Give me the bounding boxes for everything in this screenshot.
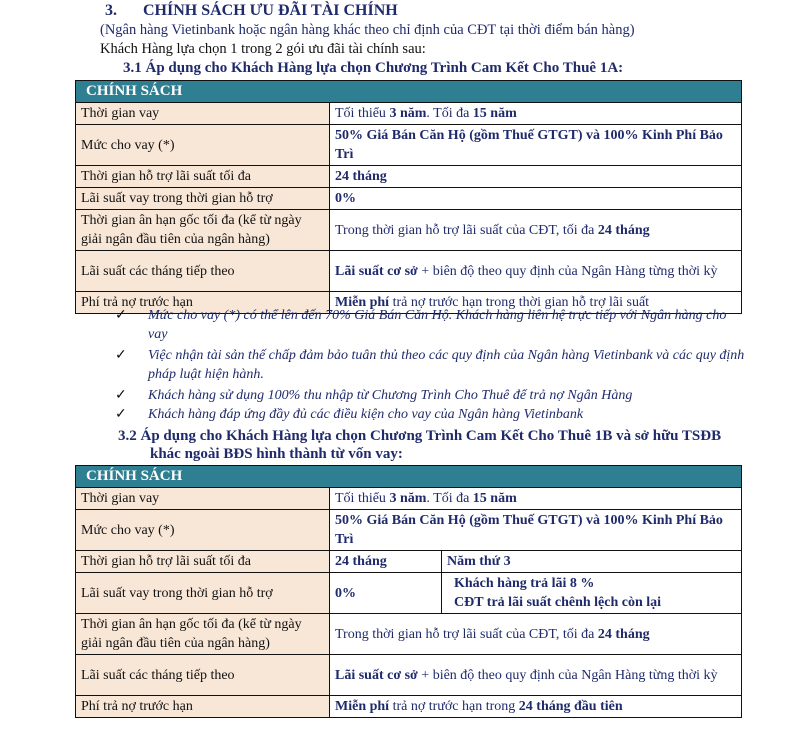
- checkmark-icon: ✓: [115, 407, 127, 422]
- row-label: Lãi suất các tháng tiếp theo: [76, 655, 330, 696]
- table-row: [76, 655, 742, 696]
- row-value-year3: Năm thứ 3: [442, 551, 742, 573]
- list-item: ✓ Khách hàng đáp ứng đầy đủ các điều kiện cho vay của Ngân hàng Vietinbank: [115, 407, 584, 422]
- table-row: [76, 125, 742, 166]
- row-value: Tối thiểu 3 năm. Tối đa 15 năm: [330, 103, 742, 125]
- list-item: ✓ Khách hàng sử dụng 100% thu nhập từ Chương Trình Cho Thuê để trả nợ Ngân Hàng: [115, 388, 633, 403]
- table-row: [76, 251, 742, 292]
- list-item: ✓ Việc nhận tài sản thế chấp đảm bảo tuân thủ theo các quy định của Ngân hàng Vietinbank và các quy định pháp luật hiện hành.: [115, 348, 745, 382]
- section-heading: [105, 2, 398, 20]
- table-row: [76, 166, 742, 188]
- section-title: CHÍNH SÁCH ƯU ĐÃI TÀI CHÍNH: [143, 2, 398, 19]
- row-value: Lãi suất cơ sở + biên độ theo quy định của Ngân Hàng từng thời kỳ: [330, 655, 742, 696]
- table-row: [76, 210, 742, 251]
- row-value: Trong thời gian hỗ trợ lãi suất của CĐT, tối đa 24 tháng: [330, 210, 742, 251]
- row-label: Thời gian vay: [76, 488, 330, 510]
- row-value-year3: Khách hàng trả lãi 8 % CĐT trả lãi suất chênh lệch còn lại: [442, 573, 742, 614]
- row-value: Trong thời gian hỗ trợ lãi suất của CĐT, tối đa 24 tháng: [330, 614, 742, 655]
- table-header: CHÍNH SÁCH: [76, 466, 742, 488]
- table-row: [76, 614, 742, 655]
- section-3-2-title: 3.2 Áp dụng cho Khách Hàng lựa chọn Chương Trình Cam Kết Cho Thuê 1B và sở hữu TSĐB: [118, 428, 722, 444]
- row-label: Mức cho vay (*): [76, 510, 330, 551]
- row-value: 24 tháng: [330, 551, 442, 573]
- row-label: Thời gian hỗ trợ lãi suất tối đa: [76, 551, 330, 573]
- row-label: Mức cho vay (*): [76, 125, 330, 166]
- checkmark-icon: ✓: [115, 348, 127, 363]
- section-3-2-title-cont: khác ngoài BĐS hình thành từ vốn vay:: [150, 446, 403, 462]
- row-label: Lãi suất vay trong thời gian hỗ trợ: [76, 188, 330, 210]
- list-item: ✓ Mức cho vay (*) có thể lên đến 70% Giá Bán Căn Hộ. Khách hàng liên hệ trực tiếp với Ngân hàng cho vay: [115, 308, 727, 342]
- row-label: Lãi suất vay trong thời gian hỗ trợ: [76, 573, 330, 614]
- table-row: [76, 573, 742, 614]
- row-value: Miễn phí trả nợ trước hạn trong 24 tháng đầu tiên: [330, 696, 742, 718]
- row-value: 50% Giá Bán Căn Hộ (gồm Thuế GTGT) và 100% Kinh Phí Bảo Trì: [330, 125, 742, 166]
- row-label: Phí trả nợ trước hạn: [76, 696, 330, 718]
- row-label: Thời gian ân hạn gốc tối đa (kể từ ngày giải ngân đầu tiên của ngân hàng): [76, 614, 330, 655]
- row-label: Phí trả nợ trước hạn: [76, 292, 330, 314]
- table-row: [76, 510, 742, 551]
- conditions-list: [115, 306, 745, 424]
- table-row: [76, 551, 742, 573]
- checkmark-icon: ✓: [115, 388, 127, 403]
- table-row: [76, 696, 742, 718]
- row-value: 0%: [330, 188, 742, 210]
- row-value: 24 tháng: [330, 166, 742, 188]
- row-value: Miễn phí trả nợ trước hạn trong thời gian hỗ trợ lãi suất: [330, 292, 742, 314]
- row-value: Lãi suất cơ sở + biên độ theo quy định của Ngân Hàng từng thời kỳ: [330, 251, 742, 292]
- bank-note: (Ngân hàng Vietinbank hoặc ngân hàng khác theo chỉ định của CĐT tại thời điểm bán hàng): [100, 22, 635, 38]
- row-label: Thời gian ân hạn gốc tối đa (kể từ ngày giải ngân đầu tiên của ngân hàng): [76, 210, 330, 251]
- row-label: Thời gian hỗ trợ lãi suất tối đa: [76, 166, 330, 188]
- checkmark-icon: ✓: [115, 308, 127, 323]
- policy-table-1a: [75, 80, 742, 314]
- row-value: 50% Giá Bán Căn Hộ (gồm Thuế GTGT) và 100% Kinh Phí Bảo Trì: [330, 510, 742, 551]
- table-header: CHÍNH SÁCH: [76, 81, 742, 103]
- row-label: Thời gian vay: [76, 103, 330, 125]
- choose-text: Khách Hàng lựa chọn 1 trong 2 gói ưu đãi tài chính sau:: [100, 41, 426, 57]
- row-value: Tối thiểu 3 năm. Tối đa 15 năm: [330, 488, 742, 510]
- table-row: [76, 103, 742, 125]
- section-3-1-title: 3.1 Áp dụng cho Khách Hàng lựa chọn Chương Trình Cam Kết Cho Thuê 1A:: [123, 60, 624, 76]
- section-number: 3.: [105, 2, 117, 19]
- table-row: [76, 188, 742, 210]
- policy-table-1b: [75, 465, 742, 718]
- table-row: [76, 488, 742, 510]
- row-value: 0%: [330, 573, 442, 614]
- row-label: Lãi suất các tháng tiếp theo: [76, 251, 330, 292]
